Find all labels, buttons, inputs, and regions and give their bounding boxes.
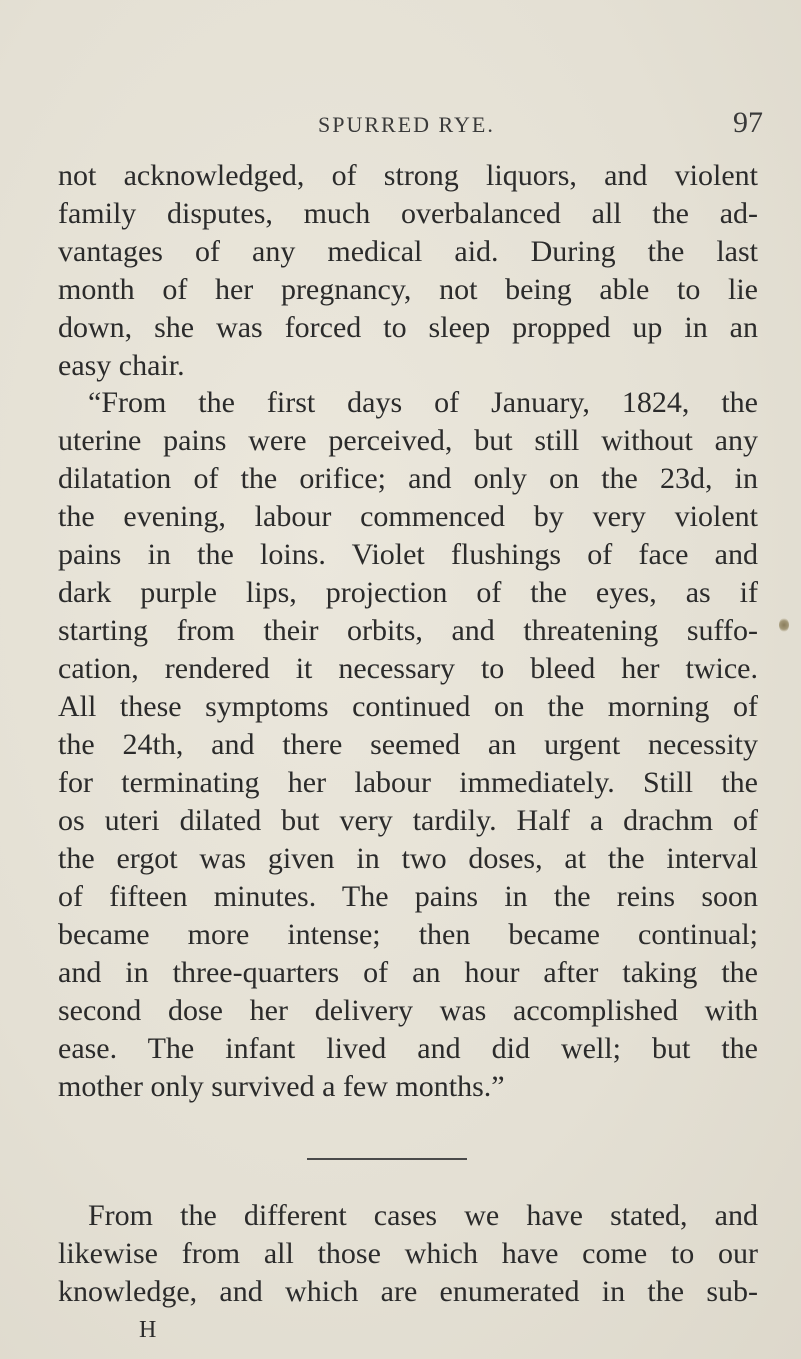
text-line: knowledge, and which are enumerated in the sub-: [58, 1275, 758, 1308]
running-head-title: SPURRED RYE.: [318, 112, 495, 137]
text-line: for terminating her labour immediately. Still the: [58, 766, 758, 799]
text-line: became more intense; then became continual;: [58, 918, 758, 951]
text-line: dilatation of the orifice; and only on the 23d, in: [58, 462, 758, 495]
text-line: likewise from all those which have come to our: [58, 1237, 758, 1270]
text-line: month of her pregnancy, not being able to lie: [58, 273, 758, 306]
text-line: mother only survived a few months.”: [58, 1070, 505, 1103]
text-line: pains in the loins. Violet flushings of face and: [58, 538, 758, 571]
text-line: down, she was forced to sleep propped up in an: [58, 311, 758, 344]
text-line: cation, rendered it necessary to bleed her twice.: [58, 652, 758, 685]
section-divider: [307, 1158, 467, 1160]
text-line: easy chair.: [58, 349, 185, 382]
text-line: the 24th, and there seemed an urgent necessity: [58, 728, 758, 761]
text-line: uterine pains were perceived, but still without any: [58, 424, 758, 457]
text-line: All these symptoms continued on the morning of: [58, 690, 758, 723]
text-line: family disputes, much overbalanced all the ad-: [58, 197, 758, 230]
text-line: not acknowledged, of strong liquors, and violent: [58, 159, 758, 192]
text-line: second dose her delivery was accomplished with: [58, 994, 758, 1027]
text-line: “From the first days of January, 1824, the: [88, 386, 758, 419]
text-line: dark purple lips, projection of the eyes, as if: [58, 576, 758, 609]
text-line: os uteri dilated but very tardily. Half a drachm of: [58, 804, 758, 837]
text-line: vantages of any medical aid. During the last: [58, 235, 758, 268]
text-line: the evening, labour commenced by very violent: [58, 500, 758, 533]
text-line: of fifteen minutes. The pains in the reins soon: [58, 880, 758, 913]
text-line: and in three-quarters of an hour after taking the: [58, 956, 758, 989]
text-line: From the different cases we have stated, and: [88, 1199, 758, 1232]
running-head: [0, 106, 801, 152]
text-line: the ergot was given in two doses, at the interval: [58, 842, 758, 875]
text-line: starting from their orbits, and threatening suffo-: [58, 614, 758, 647]
page-number: 97: [733, 106, 763, 139]
signature-mark: H: [139, 1317, 157, 1343]
paper-speck: [779, 618, 789, 632]
text-line: ease. The infant lived and did well; but the: [58, 1032, 758, 1065]
